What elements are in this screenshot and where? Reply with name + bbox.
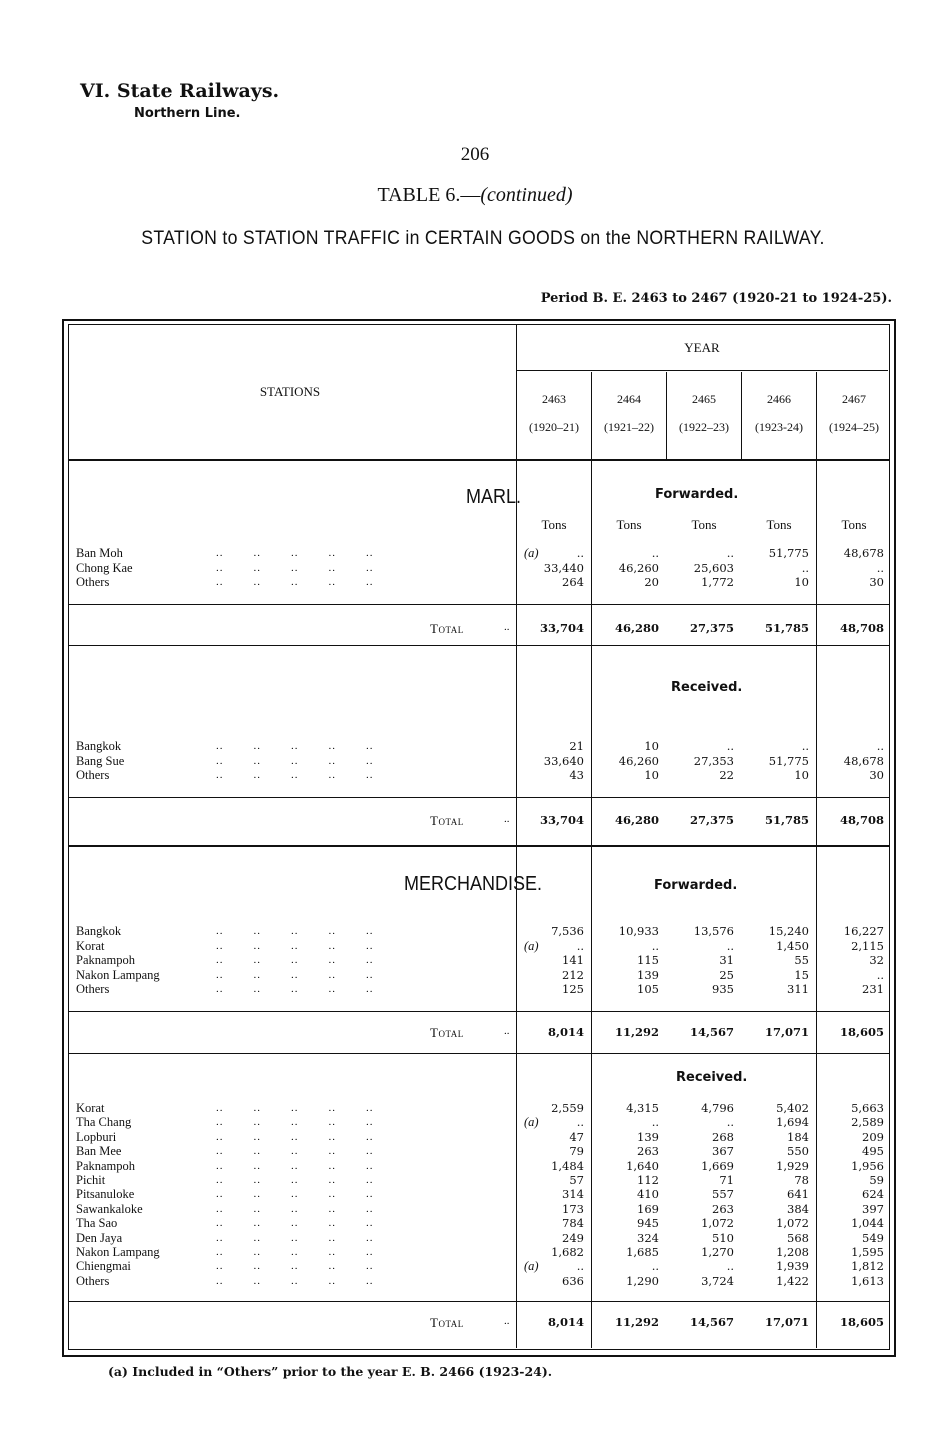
- value-cell: 314: [562, 1187, 584, 1202]
- value-cell: 139: [637, 967, 659, 982]
- table-row: [76, 1216, 886, 1230]
- value-cell: ..: [726, 1115, 734, 1130]
- leader-dots: .. .. .. .. ..: [216, 1130, 374, 1143]
- marl-forwarded-label: Forwarded.: [655, 487, 739, 502]
- value-cell: 5,402: [776, 1101, 809, 1115]
- value-cell: 112: [637, 1173, 659, 1187]
- value-cell: 1,772: [701, 575, 734, 589]
- rule: [69, 645, 889, 646]
- value-cell: 568: [787, 1230, 809, 1245]
- value-cell: 125: [562, 982, 584, 996]
- value-cell: 10,933: [618, 924, 659, 938]
- value-cell: 410: [637, 1187, 659, 1202]
- total-value: 14,567: [689, 1025, 734, 1039]
- value-cell: 784: [562, 1216, 584, 1231]
- table-title: STATION to STATION TRAFFIC in CERTAIN GOODS on the NORTHERN RAILWAY.: [141, 228, 825, 249]
- leader-dots: ..: [504, 1025, 510, 1037]
- value-cell: 7,536: [551, 924, 584, 938]
- marl-title: MARL.: [466, 486, 522, 508]
- value-cell: 557: [712, 1187, 734, 1202]
- value-cell: 46,260: [618, 753, 659, 768]
- value-cell: 48,678: [843, 546, 884, 560]
- table-row: [76, 1115, 886, 1129]
- value-cell: 2,589: [851, 1115, 884, 1130]
- value-cell: 32: [869, 953, 884, 967]
- station-name: Others: [76, 1273, 110, 1288]
- station-name: Nakon Lampang: [76, 1245, 160, 1259]
- year-be-header: 2466: [767, 392, 791, 406]
- leader-dots: .. .. .. .. ..: [216, 1159, 374, 1172]
- value-cell: ..: [801, 560, 809, 575]
- station-name: Korat: [76, 1101, 105, 1115]
- value-cell: 1,422: [776, 1273, 809, 1288]
- total-value: 18,605: [839, 1315, 884, 1329]
- value-cell: 184: [787, 1129, 809, 1144]
- value-cell: 550: [787, 1144, 809, 1159]
- table-row: [76, 1173, 886, 1187]
- footnote-flag: (a): [524, 1259, 539, 1274]
- year-divider: [516, 370, 888, 371]
- table-row: [76, 1259, 886, 1273]
- total-value: 8,014: [547, 1315, 584, 1329]
- leader-dots: .. .. .. .. ..: [216, 1274, 374, 1287]
- value-cell: 71: [719, 1173, 734, 1187]
- value-cell: 43: [569, 768, 584, 782]
- total-row: [76, 621, 886, 637]
- value-cell: 1,290: [626, 1273, 659, 1288]
- value-cell: 624: [862, 1187, 884, 1202]
- station-name: Ban Moh: [76, 546, 123, 560]
- value-cell: 27,353: [693, 753, 734, 768]
- value-cell: ..: [576, 546, 584, 560]
- total-value: 17,071: [764, 1025, 809, 1039]
- table-row: [76, 924, 886, 938]
- value-cell: 141: [562, 953, 584, 967]
- value-cell: 79: [569, 1144, 584, 1159]
- total-value: 33,704: [539, 813, 584, 827]
- unit-label: Tons: [616, 517, 642, 532]
- value-cell: 264: [562, 575, 584, 589]
- rule: [69, 1053, 889, 1054]
- station-name: Others: [76, 768, 110, 782]
- total-value: 48,708: [839, 621, 884, 635]
- leader-dots: .. .. .. .. ..: [216, 939, 374, 952]
- table-row: [76, 982, 886, 996]
- value-cell: 30: [869, 575, 884, 589]
- table-row: [76, 1245, 886, 1259]
- value-cell: 22: [719, 768, 734, 782]
- leader-dots: .. .. .. .. ..: [216, 576, 374, 588]
- station-name: Chiengmai: [76, 1259, 131, 1274]
- total-label: Total: [430, 1025, 464, 1040]
- footnote-flag: (a): [524, 1115, 539, 1130]
- year-ce-header: (1920–21): [529, 420, 579, 434]
- value-cell: ..: [576, 938, 584, 953]
- value-cell: ..: [651, 546, 659, 560]
- table-row: [76, 953, 886, 967]
- value-cell: ..: [576, 1259, 584, 1274]
- leader-dots: .. .. .. .. ..: [216, 754, 374, 767]
- value-cell: 495: [862, 1144, 884, 1159]
- value-cell: 1,682: [551, 1245, 584, 1259]
- leader-dots: .. .. .. .. ..: [216, 925, 374, 937]
- value-cell: ..: [726, 546, 734, 560]
- footnote-flag: (a): [524, 546, 539, 560]
- value-cell: 33,440: [543, 560, 584, 575]
- total-label: Total: [430, 813, 464, 828]
- value-cell: 231: [862, 982, 884, 996]
- station-name: Others: [76, 982, 110, 996]
- value-cell: 46,260: [618, 560, 659, 575]
- total-value: 14,567: [689, 1315, 734, 1329]
- table-row: [76, 739, 886, 753]
- value-cell: 10: [794, 575, 809, 589]
- total-label: Total: [430, 621, 464, 636]
- rule: [69, 1301, 889, 1302]
- total-value: 27,375: [689, 813, 734, 827]
- leader-dots: .. .. .. .. ..: [216, 968, 374, 981]
- value-cell: 1,270: [701, 1245, 734, 1259]
- value-cell: 10: [794, 768, 809, 782]
- value-cell: 1,208: [776, 1245, 809, 1259]
- year-ce-header: (1923-24): [755, 420, 803, 434]
- total-value: 33,704: [539, 621, 584, 635]
- value-cell: 25,603: [693, 560, 734, 575]
- value-cell: 397: [862, 1201, 884, 1216]
- leader-dots: .. .. .. .. ..: [216, 1188, 374, 1201]
- station-name: Korat: [76, 938, 105, 953]
- table-row: [76, 754, 886, 768]
- value-cell: 1,685: [626, 1245, 659, 1259]
- value-cell: 268: [712, 1129, 734, 1144]
- year-be-header: 2464: [617, 392, 641, 406]
- period-line: Period B. E. 2463 to 2467 (1920-21 to 1924-25).: [540, 291, 892, 306]
- total-value: 46,280: [614, 621, 659, 635]
- value-cell: 1,595: [851, 1245, 884, 1259]
- value-cell: 1,450: [776, 938, 809, 953]
- value-cell: 21: [569, 739, 584, 753]
- value-cell: 47: [569, 1129, 584, 1144]
- table-row: [76, 1159, 886, 1173]
- total-value: 51,785: [764, 813, 809, 827]
- value-cell: 139: [637, 1129, 659, 1144]
- station-name: Tha Sao: [76, 1216, 118, 1231]
- value-cell: 33,640: [543, 753, 584, 768]
- value-cell: ..: [726, 1259, 734, 1274]
- leader-dots: ..: [504, 813, 510, 825]
- total-value: 46,280: [614, 813, 659, 827]
- unit-label: Tons: [541, 517, 567, 532]
- leader-dots: .. .. .. .. ..: [216, 769, 374, 781]
- value-cell: 935: [712, 982, 734, 996]
- marl-received-label: Received.: [671, 680, 743, 695]
- year-ce-header: (1924–25): [829, 420, 879, 434]
- unit-label: Tons: [766, 517, 792, 532]
- section-rule: [69, 845, 889, 847]
- unit-label: Tons: [841, 517, 867, 532]
- leader-dots: .. .. .. .. ..: [216, 983, 374, 995]
- leader-dots: .. .. .. .. ..: [216, 1202, 374, 1215]
- year-be-header: 2465: [692, 392, 716, 406]
- value-cell: 1,044: [851, 1216, 884, 1231]
- table-row: [76, 575, 886, 589]
- value-cell: ..: [876, 739, 884, 753]
- value-cell: ..: [876, 967, 884, 982]
- value-cell: 48,678: [843, 753, 884, 768]
- total-label: Total: [430, 1315, 464, 1330]
- value-cell: 57: [569, 1173, 584, 1187]
- table-continued: (continued): [480, 184, 573, 206]
- value-cell: 1,929: [776, 1158, 809, 1173]
- year-header: YEAR: [684, 340, 720, 355]
- merchandise-title: MERCHANDISE.: [404, 873, 543, 895]
- value-cell: 105: [637, 982, 659, 996]
- table-row: [76, 768, 886, 782]
- total-row: [76, 1025, 886, 1041]
- value-cell: 1,613: [851, 1273, 884, 1288]
- value-cell: 20: [644, 575, 659, 589]
- station-name: Paknampoh: [76, 953, 136, 967]
- station-name: Pitsanuloke: [76, 1187, 135, 1202]
- station-name: Bang Sue: [76, 753, 125, 768]
- table-label: [0, 184, 950, 207]
- value-cell: ..: [651, 938, 659, 953]
- total-value: 18,605: [839, 1025, 884, 1039]
- leader-dots: ..: [504, 1315, 510, 1327]
- leader-dots: .. .. .. .. ..: [216, 1231, 374, 1244]
- value-cell: ..: [726, 938, 734, 953]
- table-row: [76, 1130, 886, 1144]
- total-value: 27,375: [689, 621, 734, 635]
- table-row: [76, 1231, 886, 1245]
- value-cell: 1,669: [701, 1158, 734, 1173]
- value-cell: 311: [787, 982, 809, 996]
- value-cell: 15,240: [768, 924, 809, 938]
- leader-dots: .. .. .. .. ..: [216, 954, 374, 966]
- table-row: [76, 1202, 886, 1216]
- table-row: [76, 968, 886, 982]
- value-cell: 3,724: [701, 1273, 734, 1288]
- unit-label: Tons: [691, 517, 717, 532]
- year-ce-header: (1921–22): [604, 420, 654, 434]
- value-cell: 384: [787, 1201, 809, 1216]
- table-row: [76, 1187, 886, 1201]
- table-row: [76, 1274, 886, 1288]
- value-cell: 1,956: [851, 1158, 884, 1173]
- value-cell: 115: [637, 953, 659, 967]
- value-cell: 1,694: [776, 1115, 809, 1130]
- merch-received-label: Received.: [676, 1070, 748, 1085]
- value-cell: 510: [712, 1230, 734, 1245]
- value-cell: 10: [644, 768, 659, 782]
- value-cell: 31: [719, 953, 734, 967]
- total-value: 8,014: [547, 1025, 584, 1039]
- value-cell: ..: [651, 1115, 659, 1130]
- footnote-flag: (a): [524, 938, 539, 953]
- value-cell: 51,775: [768, 753, 809, 768]
- value-cell: 263: [637, 1144, 659, 1159]
- value-cell: 945: [637, 1216, 659, 1231]
- station-name: Lopburi: [76, 1129, 117, 1144]
- page-number: 206: [460, 144, 490, 165]
- footnote: (a) Included in “Others” prior to the year E. B. 2466 (1923-24).: [108, 1364, 553, 1379]
- station-name: Ban Mee: [76, 1144, 122, 1159]
- station-name: Bangkok: [76, 739, 122, 753]
- value-cell: 1,939: [776, 1259, 809, 1274]
- value-cell: ..: [726, 739, 734, 753]
- total-value: 17,071: [764, 1315, 809, 1329]
- station-name: Sawankaloke: [76, 1201, 143, 1216]
- year-be-header: 2463: [542, 392, 566, 406]
- header-rule: [69, 459, 889, 461]
- table-row: [76, 561, 886, 575]
- value-cell: 2,559: [551, 1101, 584, 1115]
- value-cell: 1,640: [626, 1158, 659, 1173]
- year-be-header: 2467: [842, 392, 866, 406]
- value-cell: 51,775: [768, 546, 809, 560]
- table-row: [76, 1101, 886, 1115]
- value-cell: 367: [712, 1144, 734, 1159]
- value-cell: 25: [719, 967, 734, 982]
- station-name: Bangkok: [76, 924, 122, 938]
- station-name: Chong Kae: [76, 560, 133, 575]
- station-name: Nakon Lampang: [76, 967, 160, 982]
- value-cell: ..: [801, 739, 809, 753]
- station-name: Den Jaya: [76, 1230, 123, 1245]
- stations-header: STATIONS: [259, 384, 321, 399]
- table-row: [76, 1144, 886, 1158]
- total-value: 48,708: [839, 813, 884, 827]
- value-cell: 4,315: [626, 1101, 659, 1115]
- leader-dots: .. .. .. .. ..: [216, 547, 374, 559]
- leader-dots: .. .. .. .. ..: [216, 561, 374, 574]
- section-heading: VI. State Railways.: [80, 80, 280, 102]
- value-cell: 59: [869, 1173, 884, 1187]
- total-value: 51,785: [764, 621, 809, 635]
- col-rule-4: [741, 372, 742, 460]
- year-ce-header: (1922–23): [679, 420, 729, 434]
- value-cell: ..: [876, 560, 884, 575]
- leader-dots: .. .. .. .. ..: [216, 1217, 374, 1230]
- value-cell: ..: [576, 1115, 584, 1130]
- value-cell: 16,227: [843, 924, 884, 938]
- value-cell: 636: [562, 1273, 584, 1288]
- value-cell: 169: [637, 1201, 659, 1216]
- value-cell: 173: [562, 1201, 584, 1216]
- total-row: [76, 813, 886, 829]
- rule: [69, 604, 889, 605]
- value-cell: 4,796: [701, 1101, 734, 1115]
- total-value: 11,292: [614, 1315, 659, 1329]
- value-cell: 10: [644, 739, 659, 753]
- value-cell: 78: [794, 1173, 809, 1187]
- col-rule-3: [666, 372, 667, 460]
- value-cell: 549: [862, 1230, 884, 1245]
- leader-dots: .. .. .. .. ..: [216, 1260, 374, 1273]
- leader-dots: .. .. .. .. ..: [216, 1246, 374, 1258]
- value-cell: 13,576: [693, 924, 734, 938]
- value-cell: 263: [712, 1201, 734, 1216]
- value-cell: 15: [794, 967, 809, 982]
- leader-dots: .. .. .. .. ..: [216, 1145, 374, 1158]
- value-cell: 1,072: [776, 1216, 809, 1231]
- table-row: [76, 939, 886, 953]
- leader-dots: ..: [504, 621, 510, 633]
- total-value: 11,292: [614, 1025, 659, 1039]
- table-row: [76, 546, 886, 560]
- leader-dots: .. .. .. .. ..: [216, 740, 374, 752]
- value-cell: 5,663: [851, 1101, 884, 1115]
- value-cell: 1,072: [701, 1216, 734, 1231]
- value-cell: 209: [862, 1129, 884, 1144]
- leader-dots: .. .. .. .. ..: [216, 1116, 374, 1129]
- merch-forwarded-label: Forwarded.: [654, 878, 738, 893]
- value-cell: 641: [787, 1187, 809, 1202]
- value-cell: 55: [794, 953, 809, 967]
- value-cell: ..: [651, 1259, 659, 1274]
- leader-dots: .. .. .. .. ..: [216, 1174, 374, 1186]
- value-cell: 212: [562, 967, 584, 982]
- table-number: TABLE 6.—: [377, 184, 481, 206]
- rule: [69, 797, 889, 798]
- line-subheading: Northern Line.: [134, 106, 241, 121]
- station-name: Tha Chang: [76, 1115, 132, 1130]
- total-row: [76, 1315, 886, 1331]
- station-name: Others: [76, 575, 110, 589]
- value-cell: 1,812: [851, 1259, 884, 1274]
- station-name: Paknampoh: [76, 1158, 136, 1173]
- value-cell: 30: [869, 768, 884, 782]
- station-name: Pichit: [76, 1173, 106, 1187]
- value-cell: 324: [637, 1230, 659, 1245]
- leader-dots: .. .. .. .. ..: [216, 1102, 374, 1114]
- rule: [69, 1011, 889, 1012]
- value-cell: 2,115: [851, 938, 884, 953]
- value-cell: 1,484: [551, 1158, 584, 1173]
- value-cell: 249: [562, 1230, 584, 1245]
